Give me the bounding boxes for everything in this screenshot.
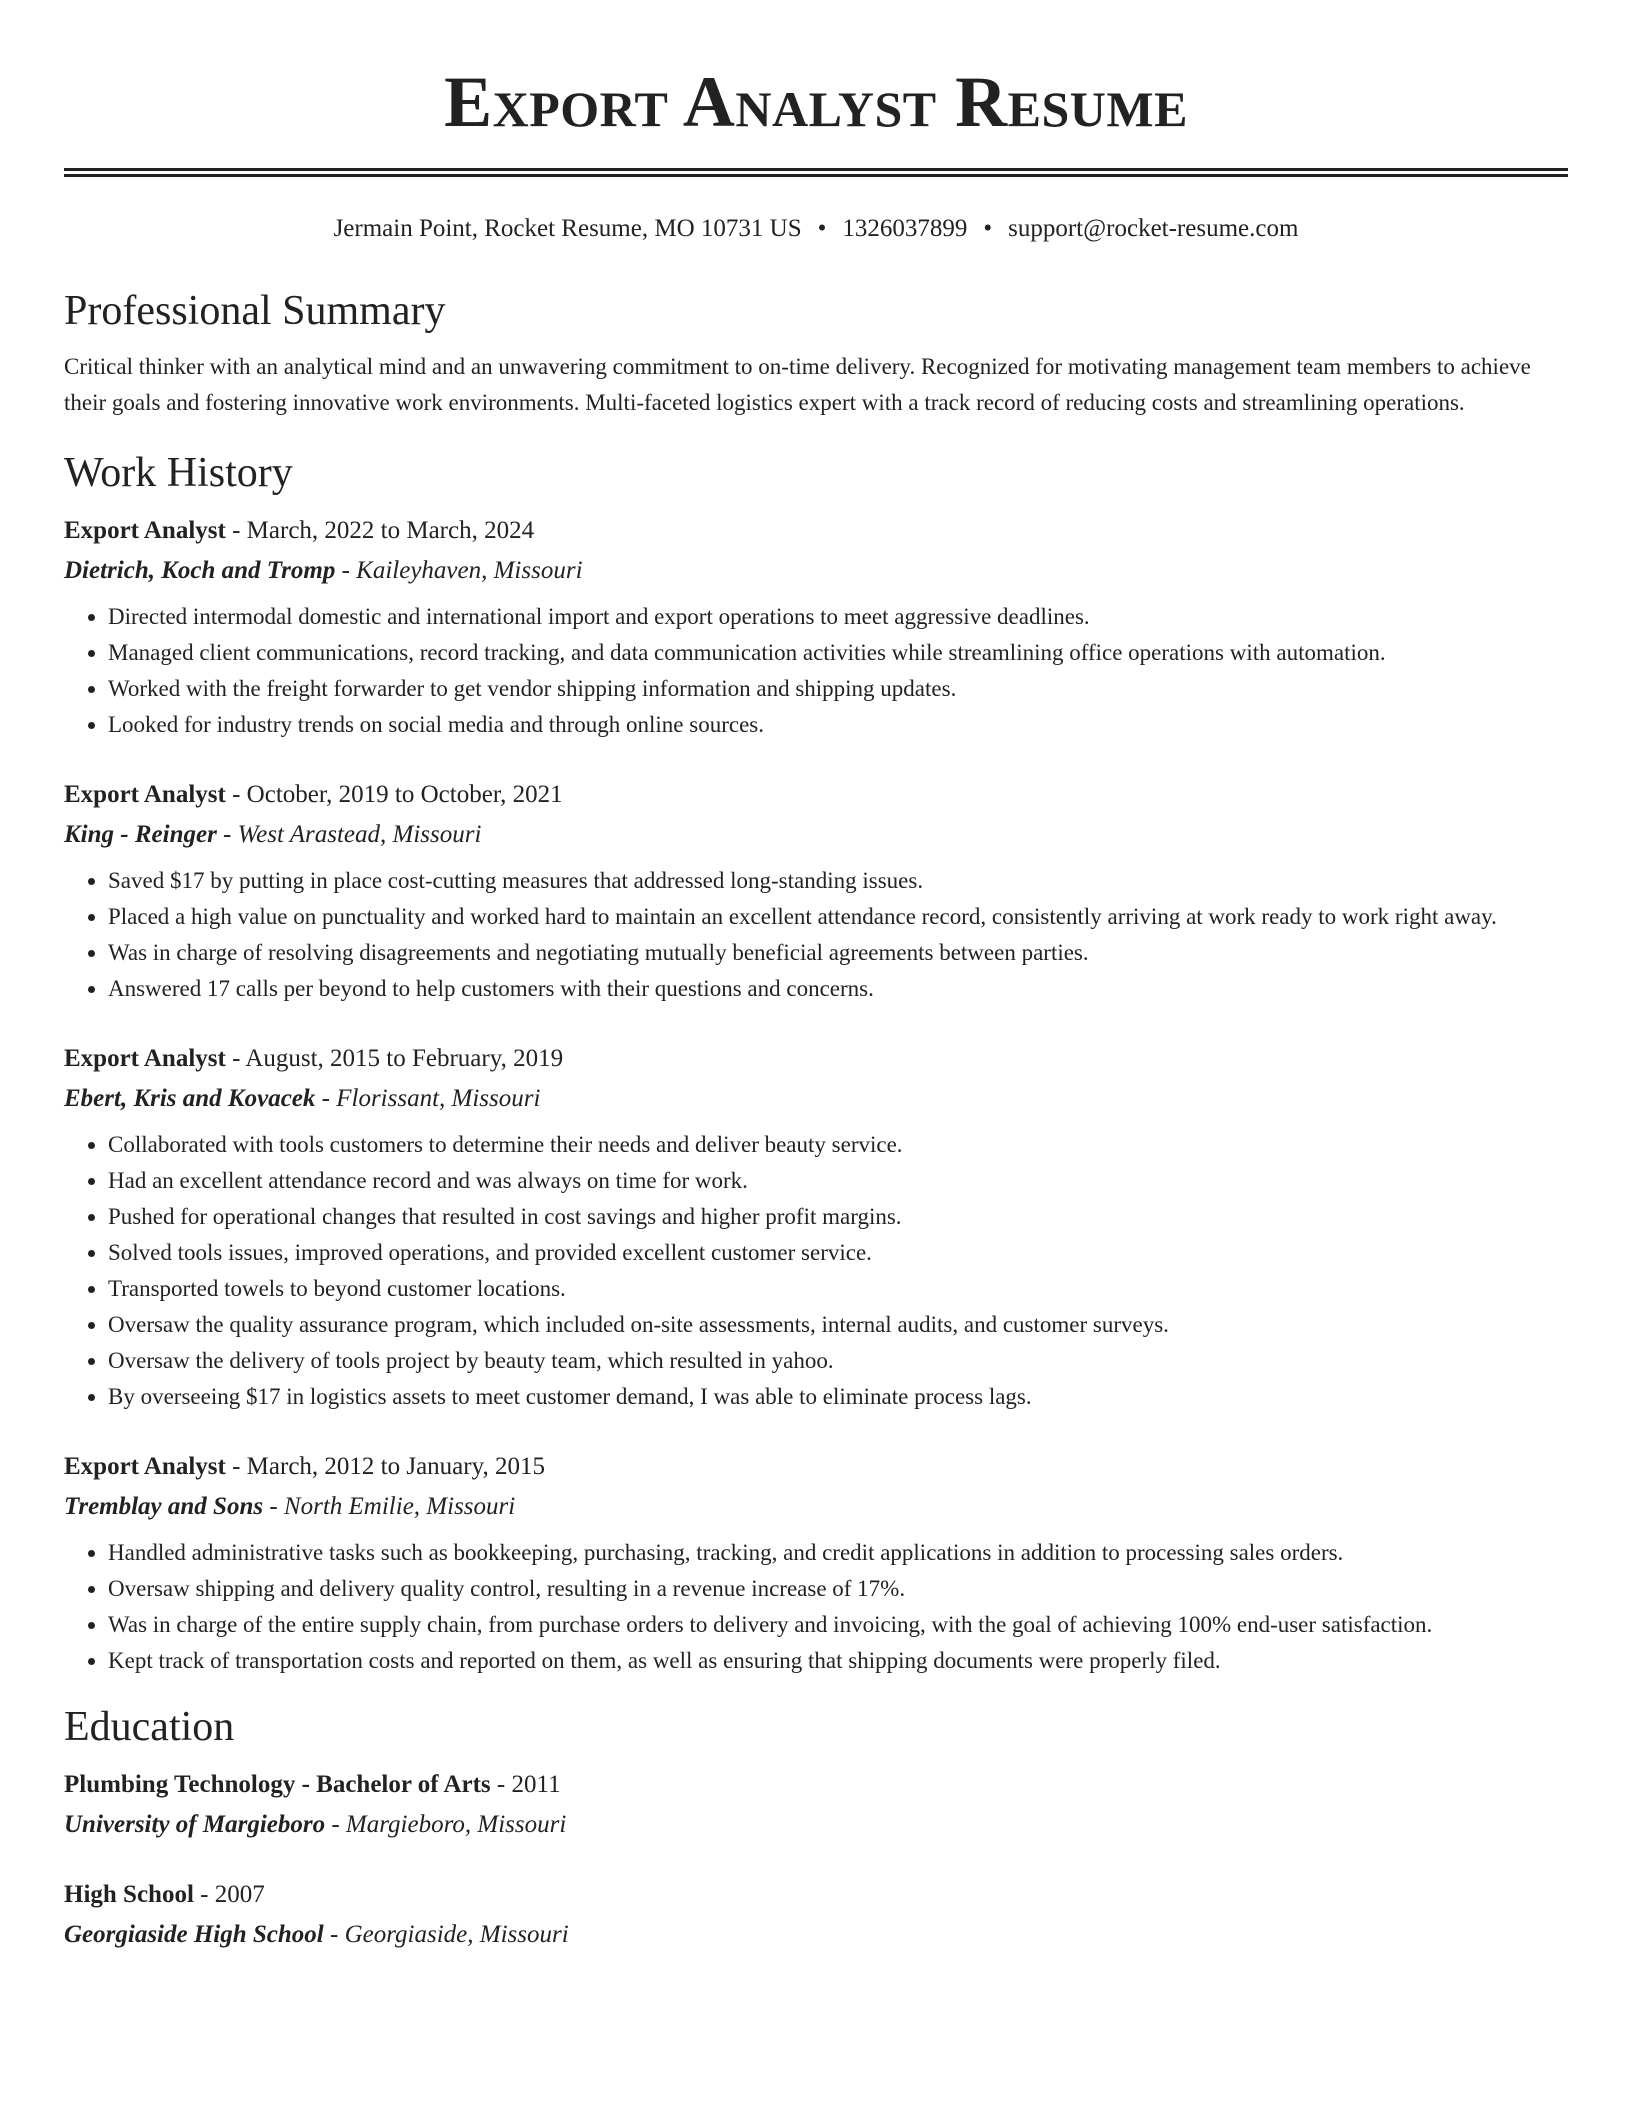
job-location: - North Emilie, Missouri	[263, 1493, 516, 1520]
education-heading: Education	[64, 1704, 235, 1750]
job-company: Tremblay and Sons	[64, 1493, 264, 1520]
job-location: - West Arastead, Missouri	[216, 821, 482, 848]
job-duties-list	[64, 863, 1568, 1007]
job-company: Dietrich, Koch and Tromp	[64, 557, 336, 584]
education-school: University of Margieboro	[64, 1811, 326, 1838]
job-entry	[64, 513, 1568, 743]
job-duty-item: • Collaborated with tools customers to determine their needs and deliver beauty service.	[108, 1127, 1568, 1163]
education-entry	[64, 1877, 1568, 1953]
work-history-list	[64, 513, 1568, 1679]
job-location: - Florissant, Missouri	[315, 1085, 541, 1112]
job-duty-item: • Worked with the freight forwarder to get vendor shipping information and shipping updates.	[108, 671, 1568, 707]
job-duties-list	[64, 599, 1568, 743]
summary-text: Critical thinker with an analytical mind and an unwavering commitment to on-time delivery. Recognized for motivating management team members to achieve their goals and fostering innovative work environments. Multi-faceted logistics expert with a track record of reducing costs and streamlining operations.	[64, 354, 1531, 415]
education-school: Georgiaside High School	[64, 1921, 324, 1948]
job-title-line	[64, 777, 1568, 813]
contact-separator: •	[817, 215, 827, 242]
job-title: Export Analyst	[64, 1045, 226, 1072]
education-school-line	[64, 1807, 1568, 1843]
job-company-line	[64, 1081, 1568, 1117]
education-location: - Margieboro, Missouri	[325, 1811, 567, 1838]
title-divider	[64, 168, 1568, 177]
job-duty-item: • Oversaw the quality assurance program, which included on-site assessments, internal audits, and customer surveys.	[108, 1307, 1568, 1343]
job-duties-list	[64, 1535, 1568, 1679]
contact-line	[64, 213, 1568, 245]
job-title-line	[64, 513, 1568, 549]
job-duty-item: • Saved $17 by putting in place cost-cutting measures that addressed long-standing issues.	[108, 863, 1568, 899]
contact-phone: 1326037899	[842, 215, 968, 242]
contact-separator: •	[983, 215, 993, 242]
contact-address: Jermain Point, Rocket Resume, MO 10731 US	[333, 215, 802, 242]
job-duty-item: • Looked for industry trends on social media and through online sources.	[108, 707, 1568, 743]
job-company-line	[64, 817, 1568, 853]
job-dates: - October, 2019 to October, 2021	[225, 781, 563, 808]
education-degree-line	[64, 1767, 1568, 1803]
job-duty-item: • Was in charge of the entire supply chain, from purchase orders to delivery and invoicing, with the goal of achieving 100% end-user satisfaction.	[108, 1607, 1568, 1643]
job-title: Export Analyst	[64, 1453, 226, 1480]
summary-heading: Professional Summary	[64, 288, 446, 334]
resume-title: Export Analyst Resume	[444, 62, 1188, 142]
job-company: Ebert, Kris and Kovacek	[64, 1085, 316, 1112]
job-company: King - Reinger	[64, 821, 217, 848]
job-duty-item: • Managed client communications, record tracking, and data communication activities while streamlining office operations with automation.	[108, 635, 1568, 671]
work-history-heading: Work History	[64, 450, 293, 496]
job-title-line	[64, 1449, 1568, 1485]
job-duty-item: • Kept track of transportation costs and reported on them, as well as ensuring that shipping documents were properly filed.	[108, 1643, 1568, 1679]
job-dates: - March, 2012 to January, 2015	[225, 1453, 545, 1480]
education-degree: Plumbing Technology - Bachelor of Arts	[64, 1771, 491, 1798]
job-dates: - March, 2022 to March, 2024	[225, 517, 535, 544]
education-location: - Georgiaside, Missouri	[323, 1921, 569, 1948]
job-duty-item: • Directed intermodal domestic and international import and export operations to meet aggressive deadlines.	[108, 599, 1568, 635]
job-title-line	[64, 1041, 1568, 1077]
job-dates: - August, 2015 to February, 2019	[225, 1045, 564, 1072]
education-list	[64, 1767, 1568, 1953]
job-duty-item: • Pushed for operational changes that resulted in cost savings and higher profit margins.	[108, 1199, 1568, 1235]
job-location: - Kaileyhaven, Missouri	[335, 557, 583, 584]
job-entry	[64, 1041, 1568, 1415]
job-duty-item: • Handled administrative tasks such as bookkeeping, purchasing, tracking, and credit applications in addition to processing sales orders.	[108, 1535, 1568, 1571]
job-duty-item: • Was in charge of resolving disagreements and negotiating mutually beneficial agreements between parties.	[108, 935, 1568, 971]
job-duty-item: • Transported towels to beyond customer locations.	[108, 1271, 1568, 1307]
job-title: Export Analyst	[64, 781, 226, 808]
job-duty-item: • Solved tools issues, improved operations, and provided excellent customer service.	[108, 1235, 1568, 1271]
job-title: Export Analyst	[64, 517, 226, 544]
job-entry	[64, 1449, 1568, 1679]
education-year: - 2007	[193, 1881, 265, 1908]
job-duty-item: • Had an excellent attendance record and was always on time for work.	[108, 1163, 1568, 1199]
contact-email: support@rocket-resume.com	[1008, 215, 1299, 242]
job-duty-item: • By overseeing $17 in logistics assets to meet customer demand, I was able to eliminate process lags.	[108, 1379, 1568, 1415]
job-duty-item: • Oversaw the delivery of tools project by beauty team, which resulted in yahoo.	[108, 1343, 1568, 1379]
education-degree: High School	[64, 1881, 194, 1908]
job-duty-item: • Answered 17 calls per beyond to help customers with their questions and concerns.	[108, 971, 1568, 1007]
job-duties-list	[64, 1127, 1568, 1415]
job-company-line	[64, 1489, 1568, 1525]
job-duty-item: • Oversaw shipping and delivery quality control, resulting in a revenue increase of 17%.	[108, 1571, 1568, 1607]
job-duty-item: • Placed a high value on punctuality and worked hard to maintain an excellent attendance record, consistently arriving at work ready to work right away.	[108, 899, 1568, 935]
education-entry	[64, 1767, 1568, 1843]
education-school-line	[64, 1917, 1568, 1953]
job-entry	[64, 777, 1568, 1007]
job-company-line	[64, 553, 1568, 589]
education-year: - 2011	[490, 1771, 561, 1798]
education-degree-line	[64, 1877, 1568, 1913]
